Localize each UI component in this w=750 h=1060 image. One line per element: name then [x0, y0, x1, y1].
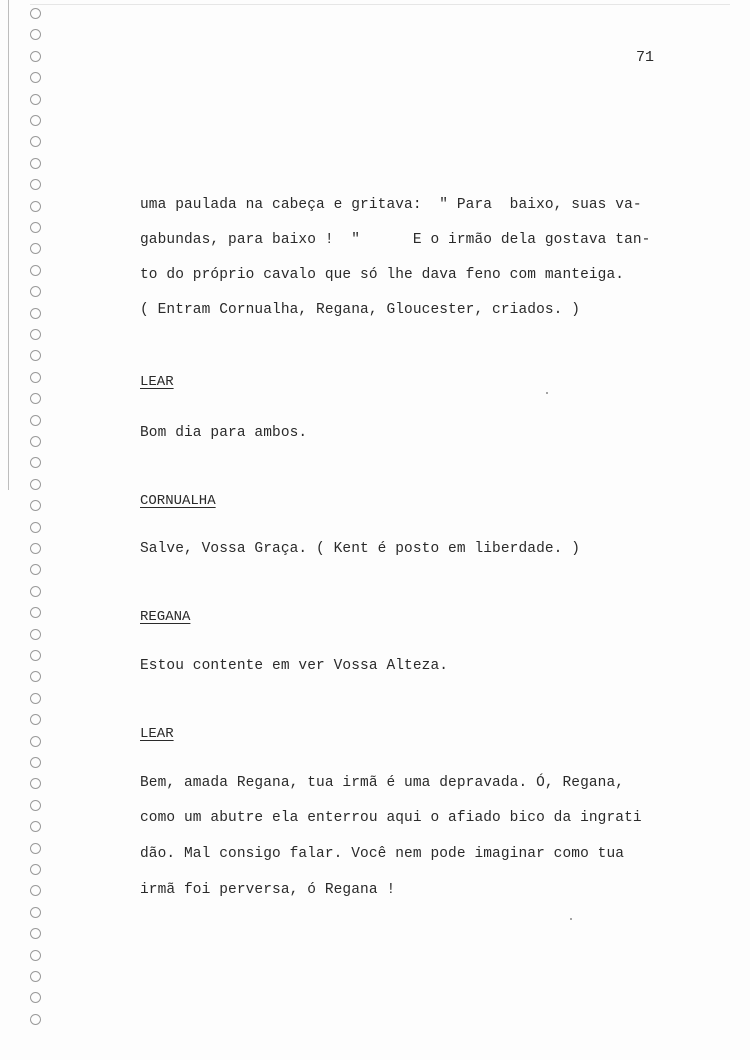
page-number: 71 — [636, 49, 655, 66]
feed-hole — [30, 800, 41, 811]
feed-hole — [30, 29, 41, 40]
feed-hole — [30, 265, 41, 276]
feed-hole — [30, 222, 41, 233]
feed-hole — [30, 543, 41, 554]
speaker-name: LEAR — [140, 374, 174, 390]
feed-hole — [30, 586, 41, 597]
feed-hole — [30, 329, 41, 340]
feed-hole — [30, 821, 41, 832]
feed-hole — [30, 992, 41, 1003]
feed-hole — [30, 479, 41, 490]
text-line: Bom dia para ambos. — [140, 425, 308, 441]
text-line: gabundas, para baixo ! " E o irmão dela gostava tan- — [140, 232, 651, 248]
feed-hole — [30, 243, 41, 254]
feed-hole — [30, 1014, 41, 1025]
feed-hole — [30, 778, 41, 789]
feed-hole — [30, 564, 41, 575]
feed-hole — [30, 136, 41, 147]
page-edge-line — [8, 0, 9, 490]
feed-hole — [30, 457, 41, 468]
feed-hole — [30, 158, 41, 169]
text-line: Estou contente em ver Vossa Alteza. — [140, 658, 449, 674]
paper-speck — [546, 392, 548, 394]
feed-hole — [30, 629, 41, 640]
feed-hole — [30, 693, 41, 704]
feed-hole — [30, 650, 41, 661]
text-line: Salve, Vossa Graça. ( Kent é posto em liberdade. ) — [140, 541, 581, 557]
feed-hole — [30, 907, 41, 918]
feed-hole — [30, 843, 41, 854]
speaker-name: LEAR — [140, 726, 174, 742]
speaker-name: REGANA — [140, 609, 191, 625]
feed-hole — [30, 8, 41, 19]
feed-hole — [30, 522, 41, 533]
speaker-name: CORNUALHA — [140, 493, 216, 509]
feed-hole — [30, 864, 41, 875]
text-line: dão. Mal consigo falar. Você nem pode imaginar como tua — [140, 846, 625, 862]
feed-hole — [30, 928, 41, 939]
feed-hole — [30, 372, 41, 383]
text-line: uma paulada na cabeça e gritava: " Para baixo, suas va- — [140, 197, 642, 213]
text-line: to do próprio cavalo que só lhe dava feno com manteiga. — [140, 267, 625, 283]
feed-hole — [30, 94, 41, 105]
text-line: ( Entram Cornualha, Regana, Gloucester, criados. ) — [140, 302, 581, 318]
feed-hole — [30, 350, 41, 361]
feed-hole — [30, 201, 41, 212]
feed-hole — [30, 971, 41, 982]
tractor-feed-holes — [30, 8, 44, 1038]
feed-hole — [30, 950, 41, 961]
feed-hole — [30, 415, 41, 426]
feed-hole — [30, 757, 41, 768]
feed-hole — [30, 286, 41, 297]
feed-hole — [30, 500, 41, 511]
paper-speck — [570, 918, 572, 920]
feed-hole — [30, 736, 41, 747]
feed-hole — [30, 436, 41, 447]
feed-hole — [30, 885, 41, 896]
feed-hole — [30, 51, 41, 62]
feed-hole — [30, 607, 41, 618]
feed-hole — [30, 393, 41, 404]
text-line: irmã foi perversa, ó Regana ! — [140, 882, 396, 898]
feed-hole — [30, 671, 41, 682]
feed-hole — [30, 115, 41, 126]
feed-hole — [30, 308, 41, 319]
feed-hole — [30, 179, 41, 190]
feed-hole — [30, 714, 41, 725]
page-top-line — [30, 4, 730, 5]
feed-hole — [30, 72, 41, 83]
text-line: Bem, amada Regana, tua irmã é uma depravada. Ó, Regana, — [140, 775, 625, 791]
text-line: como um abutre ela enterrou aqui o afiado bico da ingrati — [140, 810, 642, 826]
